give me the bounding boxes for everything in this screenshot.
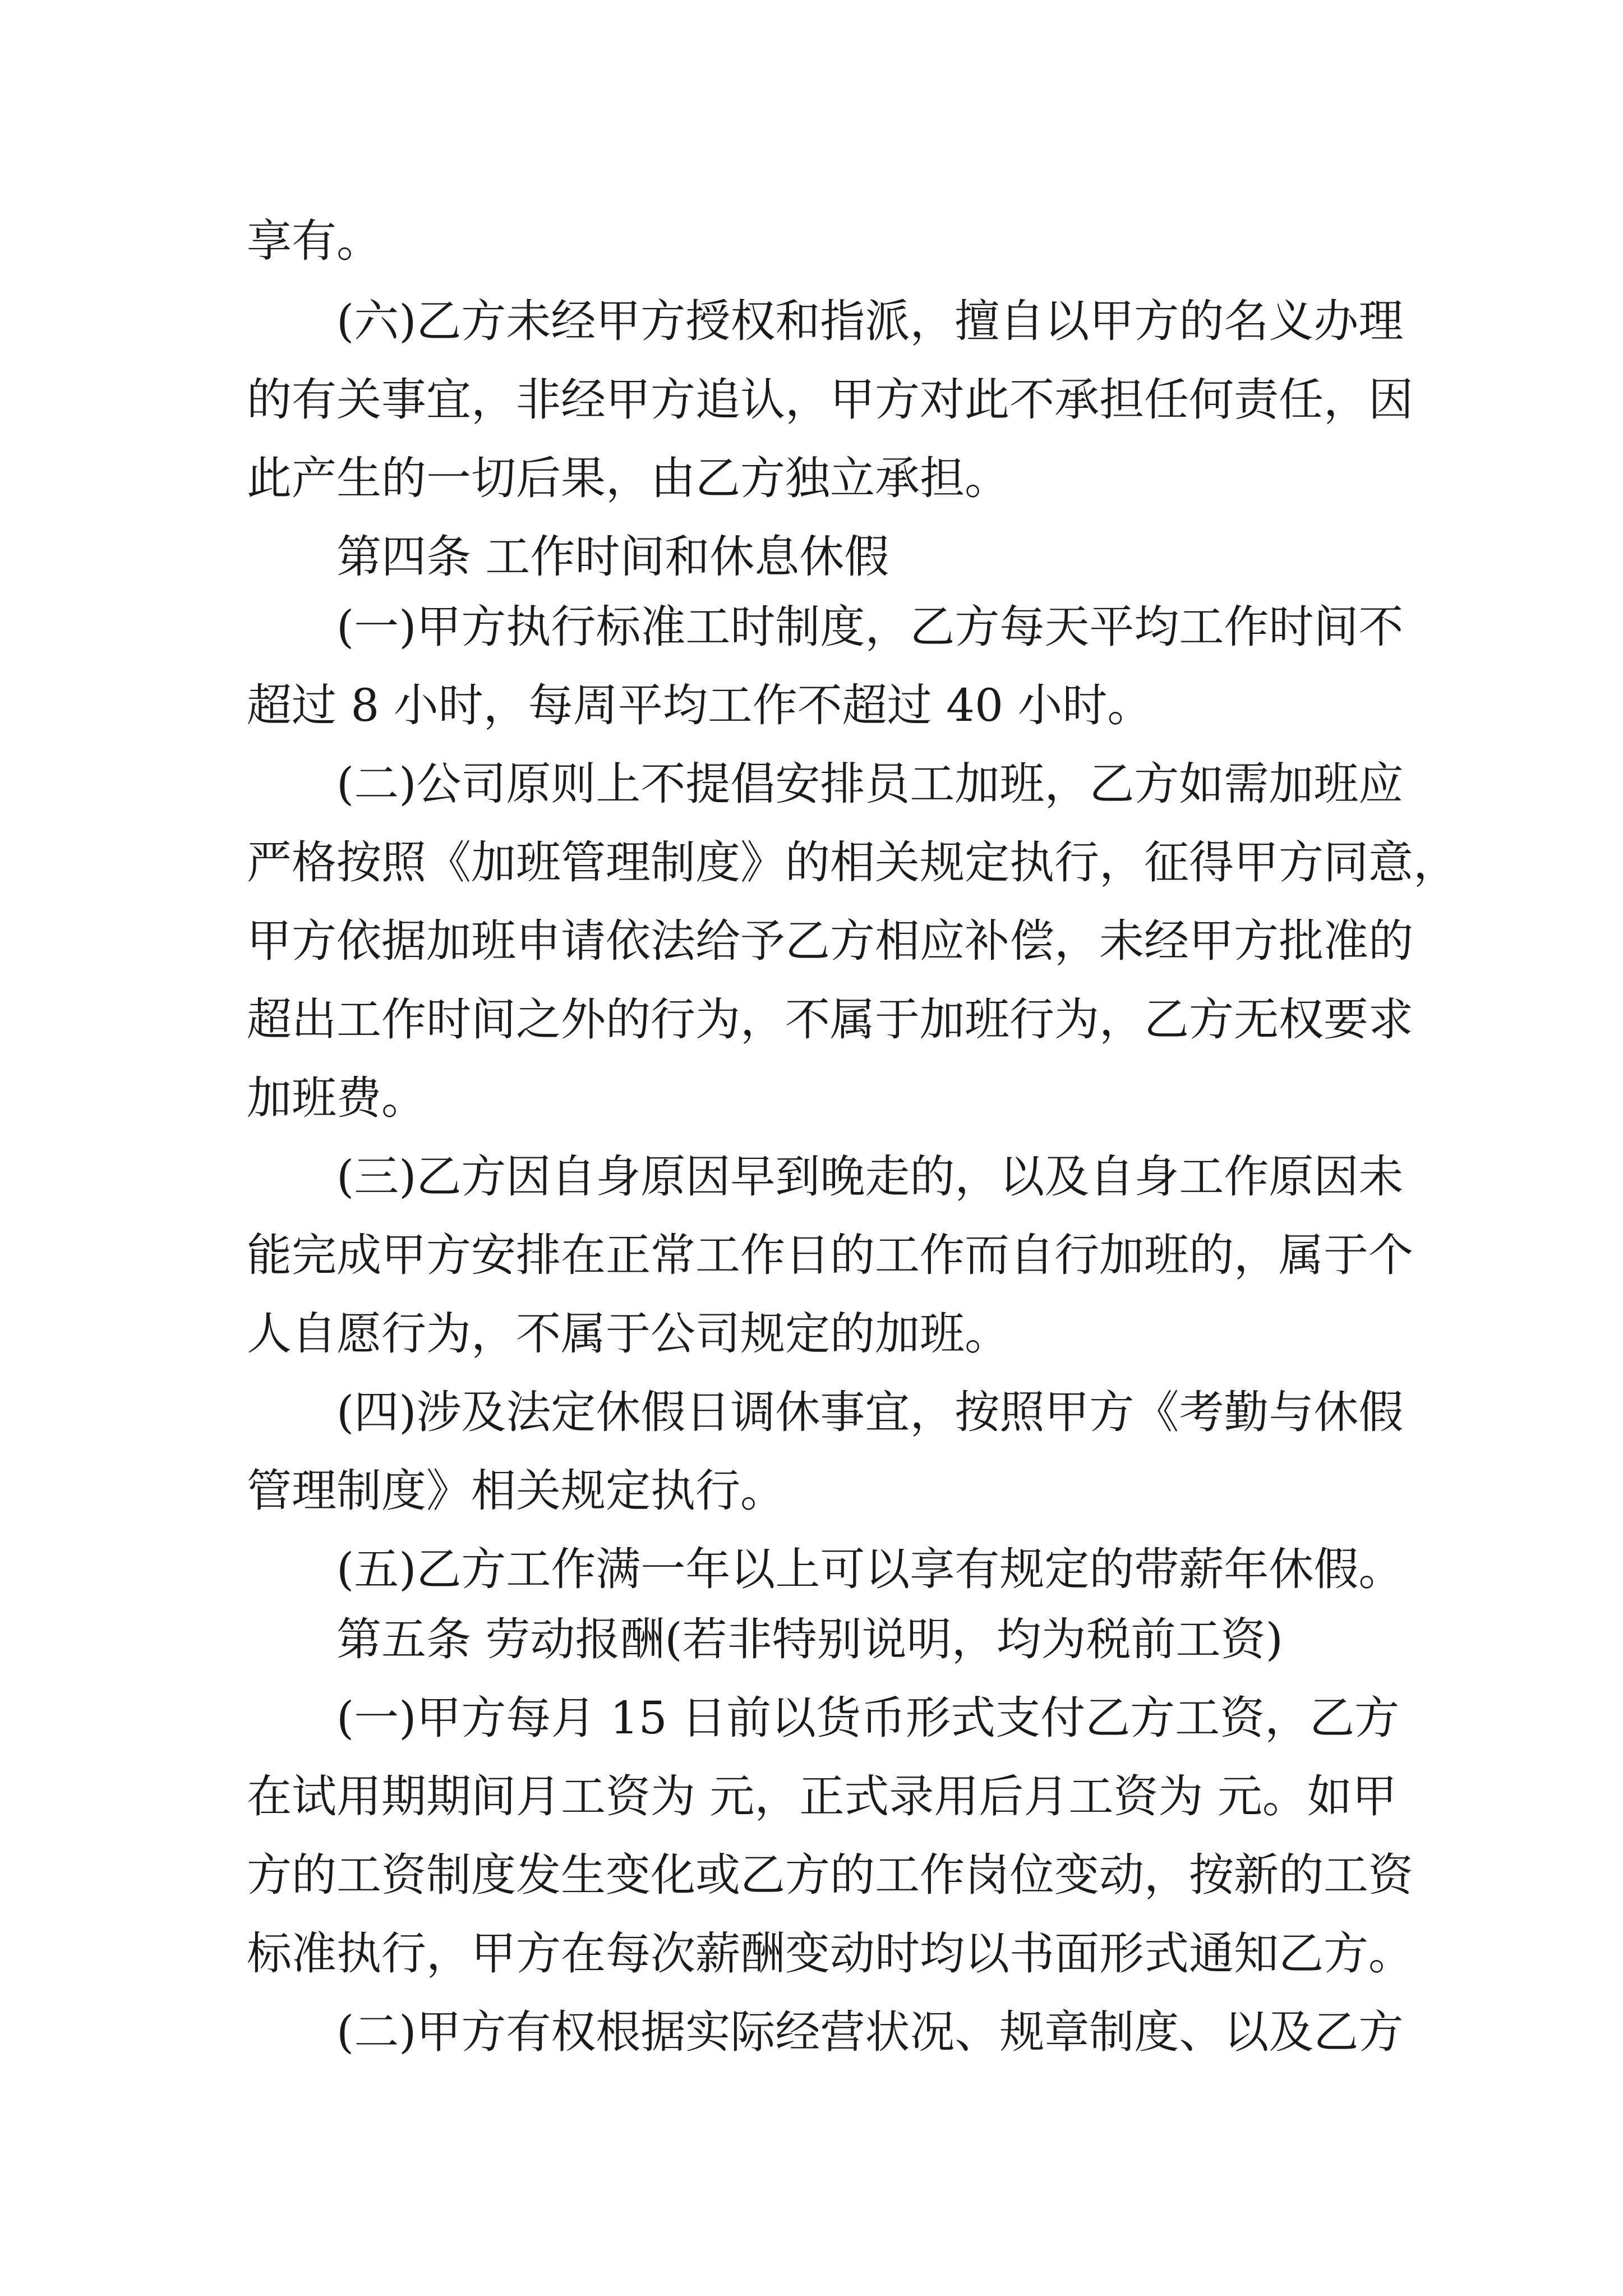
text-line: 能完成甲方安排在正常工作日的工作而自行加班的，属于个 [247,1229,1413,1281]
text-line: (一)甲方每月 15 日前以货币形式支付乙方工资，乙方 [336,1692,1400,1744]
text-line: 加班费。 [247,1072,426,1124]
text-line: (六)乙方未经甲方授权和指派，擅自以甲方的名义办理 [336,295,1404,347]
text-line: 严格按照《加班管理制度》的相关规定执行，征得甲方同意， [247,836,1458,889]
text-line: (一)甲方执行标准工时制度，乙方每天平均工作时间不 [336,601,1404,653]
text-line: (四)涉及法定休假日调休事宜，按照甲方《考勤与休假 [336,1386,1404,1438]
text-line: (二)甲方有权根据实际经营状况、规章制度、以及乙方 [336,2006,1404,2058]
text-line: (二)公司原则上不提倡安排员工加班，乙方如需加班应 [336,758,1404,810]
text-line: 标准执行，甲方在每次薪酬变动时均以书面形式通知乙方。 [247,1927,1413,1980]
text-line: 在试用期期间月工资为 元，正式录用后月工资为 元。如甲 [247,1770,1397,1823]
text-line: 甲方依据加班申请依法给予乙方相应补偿，未经甲方批准的 [247,915,1413,967]
text-line: 方的工资制度发生变化或乙方的工作岗位变动，按新的工资 [247,1849,1413,1901]
text-line: 享有。 [247,215,381,267]
text-line: (五)乙方工作满一年以上可以享有规定的带薪年休假。 [336,1543,1404,1595]
text-line: 此产生的一切后果，由乙方独立承担。 [247,452,1009,504]
text-line: 超出工作时间之外的行为，不属于加班行为，乙方无权要求 [247,993,1413,1046]
text-line: 管理制度》相关规定执行。 [247,1465,785,1517]
text-line: 的有关事宜，非经甲方追认，甲方对此不承担任何责任，因 [247,374,1413,426]
text-line: 人自愿行为，不属于公司规定的加班。 [247,1308,1009,1360]
text-line: 超过 8 小时，每周平均工作不超过 40 小时。 [247,679,1152,731]
section-heading: 第五条 劳动报酬(若非特别说明，均为税前工资) [336,1613,1283,1665]
section-heading: 第四条 工作时间和休息休假 [336,531,889,583]
text-line: (三)乙方因自身原因早到晚走的，以及自身工作原因未 [336,1151,1404,1203]
